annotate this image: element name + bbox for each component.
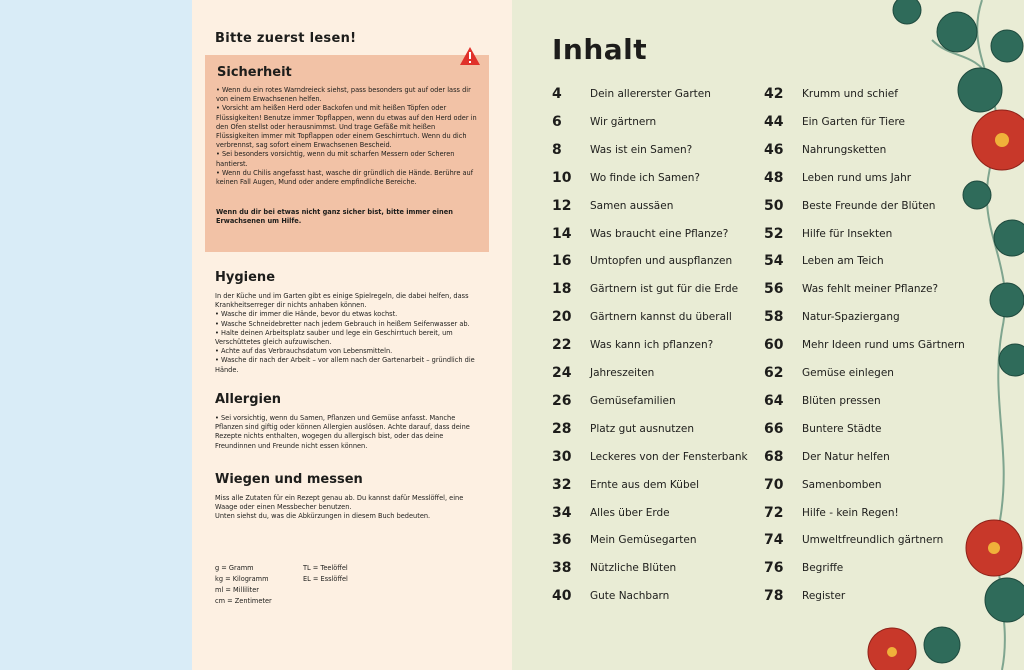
read-first-heading: Bitte zuerst lesen! (215, 31, 357, 46)
toc-page-number: 48 (764, 169, 784, 186)
toc-entry-title: Beste Freunde der Blüten (802, 199, 936, 212)
toc-page-number: 14 (552, 225, 572, 242)
toc-entry-title: Wir gärtnern (590, 115, 657, 128)
toc-entry (552, 477, 792, 497)
toc-entry (764, 226, 1004, 246)
toc-entry (764, 337, 1004, 357)
toc-entry (764, 532, 1004, 552)
unit-item: ml = Milliliter (215, 586, 260, 594)
toc-entry-title: Was braucht eine Pflanze? (590, 227, 729, 240)
weighing-line: Miss alle Zutaten für ein Rezept genau ab. Du kannst dafür Messlöffel, eine Waage oder einen Messbecher benutzen. (215, 494, 464, 512)
toc-entry-title: Nahrungsketten (802, 143, 887, 156)
toc-entry (552, 253, 792, 273)
toc-entry (764, 477, 1004, 497)
hygiene-text (215, 292, 483, 375)
units-list-right (303, 564, 348, 586)
hygiene-line: In der Küche und im Garten gibt es einige Spielregeln, die dabei helfen, dass Krankheitserreger dir nichts anhaben können. (215, 292, 469, 310)
safety-line: • Wenn du Chilis angefasst hast, wasche dir gründlich die Hände. Berühre auf keinen Fall Augen, Mund oder andere empfindliche Bereiche. (216, 168, 474, 187)
toc-page-number: 38 (552, 560, 572, 577)
toc-page-number: 4 (552, 86, 562, 102)
toc-page-number: 40 (552, 588, 572, 605)
toc-page-number: 68 (764, 448, 784, 465)
toc-entry-title: Jahreszeiten (590, 367, 655, 379)
allergies-text: • Sei vorsichtig, wenn du Samen, Pflanzen und Gemüse anfasst. Manche Pflanzen sind giftig oder können Allergien auslösen. Achte darauf, dass deine Rezepte nichts enthalten, wogegen du allergisch bist, oder das deine Freundinnen und Freunde nicht essen können. (215, 414, 470, 450)
toc-page-number: 8 (552, 141, 562, 158)
toc-page-number: 66 (764, 420, 784, 437)
safety-line: • Sei besonders vorsichtig, wenn du mit scharfen Messern oder Scheren hantierst. (216, 150, 455, 168)
safety-title: Sicherheit (217, 65, 292, 80)
toc-entry (552, 226, 792, 246)
toc-entry-title: Natur-Spaziergang (802, 311, 900, 324)
toc-page-number: 20 (552, 309, 572, 326)
toc-entry (552, 393, 792, 413)
toc-entry-title: Dein allererster Garten (590, 88, 711, 100)
toc-entry-title: Was fehlt meiner Pflanze? (802, 283, 939, 296)
weighing-title: Wiegen und messen (215, 472, 363, 487)
safety-note: Wenn du dir bei etwas nicht ganz sicher bist, bitte immer einen Erwachsenen um Hilfe. (216, 208, 453, 226)
toc-entry-title: Mehr Ideen rund ums Gärtnern (802, 339, 965, 352)
toc-entry-title: Gemüse einlegen (802, 367, 894, 379)
toc-page-number: 30 (552, 448, 572, 465)
toc-page-number: 28 (552, 420, 572, 437)
toc-entry-title: Ein Garten für Tiere (802, 115, 906, 128)
toc-entry (552, 532, 792, 552)
toc-entry-title: Gute Nachbarn (590, 590, 670, 603)
weighing-line: Unten siehst du, was die Abkürzungen in diesem Buch bedeuten. (215, 512, 431, 521)
toc-entry (764, 142, 1004, 162)
toc-page-number: 16 (552, 253, 572, 270)
toc-entry-title: Was ist ein Samen? (590, 143, 693, 156)
toc-page-number: 36 (552, 532, 572, 549)
toc-entry (764, 560, 1004, 580)
toc-entry (764, 86, 1004, 106)
toc-entry (552, 421, 792, 441)
toc-page-number: 56 (764, 281, 784, 298)
toc-entry (764, 505, 1004, 525)
toc-entry (764, 253, 1004, 273)
toc-page-number: 70 (764, 476, 784, 493)
toc-entry-title: Hilfe für Insekten (802, 227, 893, 240)
toc-entry-title: Gärtnern kannst du überall (590, 311, 732, 324)
toc-page-number: 60 (764, 337, 784, 354)
safety-box (205, 55, 489, 252)
toc-page-number: 32 (552, 476, 572, 493)
toc-entry (764, 449, 1004, 469)
toc-entry (764, 170, 1004, 190)
toc-page-number: 12 (552, 197, 572, 214)
unit-item: TL = Teelöffel (303, 564, 348, 572)
toc-entry (764, 588, 1004, 608)
toc-entry (552, 337, 792, 357)
toc-entry-title: Gemüsefamilien (590, 394, 676, 407)
toc-page-number: 78 (764, 588, 784, 605)
hygiene-line: • Achte auf das Verbrauchsdatum von Lebensmitteln. (215, 347, 393, 356)
toc-entry-title: Was kann ich pflanzen? (590, 339, 714, 352)
unit-item: EL = Esslöffel (303, 575, 348, 583)
toc-page-number: 10 (552, 169, 572, 186)
toc-page-number: 42 (764, 86, 784, 102)
toc-entry-title: Platz gut ausnutzen (590, 422, 695, 435)
toc-entry-title: Krumm und schief (802, 88, 898, 100)
toc-entry-title: Hilfe - kein Regen! (802, 506, 899, 519)
units-list-left (215, 564, 272, 608)
toc-entry (552, 560, 792, 580)
toc-entry-title: Umtopfen und auspflanzen (590, 255, 733, 268)
hygiene-line: • Halte deinen Arbeitsplatz sauber und lege ein Geschirrtuch bereit, um Verschüttetes gleich aufzuwischen. (215, 328, 453, 347)
safety-text (216, 86, 478, 187)
toc-entry (764, 114, 1004, 134)
toc-page-number: 26 (552, 392, 572, 409)
toc-page-number: 18 (552, 281, 572, 298)
toc-entry (552, 86, 792, 106)
toc-entry-title: Gärtnern ist gut für die Erde (590, 283, 739, 296)
toc-entry-title: Ernte aus dem Kübel (590, 478, 699, 491)
toc-entry (552, 588, 792, 608)
toc-entry-title: Leckeres von der Fensterbank (590, 450, 748, 463)
toc-entry (552, 114, 792, 134)
toc-entry-title: Samen aussäen (590, 199, 674, 212)
toc-page-number: 34 (552, 504, 572, 521)
toc-entry (764, 365, 1004, 385)
weighing-text (215, 494, 483, 522)
hygiene-line: • Wasche dir immer die Hände, bevor du etwas kochst. (215, 310, 398, 319)
toc-page-number: 74 (764, 532, 784, 549)
toc-entry-title: Mein Gemüsegarten (590, 534, 697, 547)
toc-entry (552, 142, 792, 162)
toc-entry (552, 449, 792, 469)
toc-entry-title: Leben am Teich (802, 255, 884, 268)
toc-heading: Inhalt (552, 33, 648, 66)
toc-entry-title: Der Natur helfen (802, 450, 890, 463)
hygiene-title: Hygiene (215, 270, 276, 285)
toc-entry-title: Alles über Erde (590, 506, 670, 519)
toc-page-number: 62 (764, 365, 784, 381)
safety-line: • Vorsicht am heißen Herd oder Backofen und mit heißen Töpfen oder Flüssigkeiten! Benutze immer Topflappen, wenn du etwas auf den Herd oder in den Ofen stellst oder herausnimmst. Und trage Gefäße mit heißen Flüssigkeiten immer mit Topflappen oder einem Geschirrtuch. Wenn du dich verbrennst, sag sofort einem Erwachsenen Bescheid. (216, 104, 477, 150)
toc-entry (552, 281, 792, 301)
toc-entry-title: Blüten pressen (802, 394, 881, 407)
toc-page-number: 24 (552, 365, 572, 381)
toc-entry-title: Umweltfreundlich gärtnern (802, 534, 944, 547)
unit-item: kg = Kilogramm (215, 575, 269, 583)
safety-line: • Wenn du ein rotes Warndreieck siehst, pass besonders gut auf oder lass dir von einem Erwachsenen helfen. (216, 86, 471, 104)
allergies-title: Allergien (215, 392, 282, 407)
toc-entry (552, 170, 792, 190)
toc-page-number: 76 (764, 560, 784, 577)
toc-entry-title: Nützliche Blüten (590, 562, 677, 575)
hygiene-line: • Wasche dir nach der Arbeit – vor allem nach der Gartenarbeit – gründlich die Hände. (215, 356, 475, 374)
toc-entry (552, 365, 792, 385)
toc-page-number: 22 (552, 337, 572, 354)
toc-entry (552, 505, 792, 525)
toc-page-number: 46 (764, 141, 784, 158)
toc-entry (764, 393, 1004, 413)
toc-page-number: 50 (764, 197, 784, 214)
toc-page-number: 52 (764, 225, 784, 242)
toc-page-number: 6 (552, 113, 562, 130)
unit-item: cm = Zentimeter (215, 597, 272, 605)
toc-entry-title: Leben rund ums Jahr (802, 171, 912, 184)
hygiene-line: • Wasche Schneidebretter nach jedem Gebrauch in heißem Seifenwasser ab. (215, 319, 470, 328)
toc-page-number: 58 (764, 309, 784, 326)
toc-entry (764, 421, 1004, 441)
toc-entry-title: Register (802, 590, 846, 603)
toc-entry-title: Begriffe (802, 562, 844, 575)
unit-item: g = Gramm (215, 564, 254, 572)
blue-margin-band (0, 0, 192, 670)
toc-page-number: 64 (764, 392, 784, 409)
toc-entry (764, 281, 1004, 301)
toc-entry-title: Buntere Städte (802, 422, 882, 435)
toc-entry (764, 309, 1004, 329)
toc-entry (552, 309, 792, 329)
toc-entry (764, 198, 1004, 218)
toc-entry-title: Samenbomben (802, 478, 882, 491)
warning-triangle-icon (459, 46, 481, 66)
toc-page-number: 72 (764, 504, 784, 521)
toc-page-number: 44 (764, 113, 784, 130)
toc-page-number: 54 (764, 253, 784, 270)
toc-entry (552, 198, 792, 218)
toc-entry-title: Wo finde ich Samen? (590, 171, 700, 184)
